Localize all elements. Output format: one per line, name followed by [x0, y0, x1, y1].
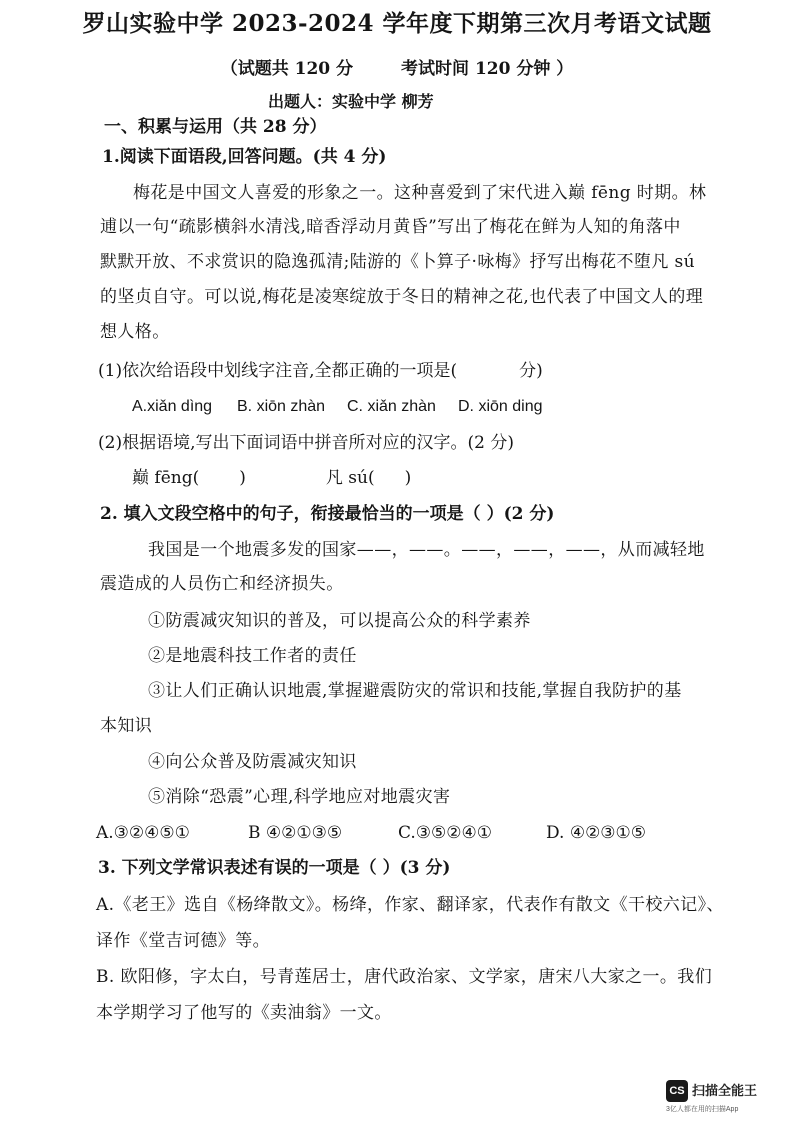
q1-para-line: 想人格。: [100, 322, 170, 342]
q2-heading: 2. 填入文段空格中的句子，衔接最恰当的一项是（ ）(2 分): [100, 504, 555, 524]
q3-option-a: A.《老王》选自《杨绛散文》。杨绛，作家、翻译家，代表作有散文《干校六记》、: [96, 895, 724, 915]
q2-item-cont: 本知识: [100, 716, 153, 736]
blank1-label: 巅 fēng(: [132, 468, 200, 488]
q1-para-line: 逋以一句“疏影横斜水清浅,暗香浮动月黄昏”写出了梅花在鲜为人知的角落中: [100, 217, 681, 237]
q2-item: ④向公众普及防震减灾知识: [148, 752, 357, 772]
score-info: （试题共 120 分: [220, 59, 354, 79]
q3-heading: 3. 下列文学常识表述有误的一项是（ ）(3 分): [98, 858, 451, 878]
exam-info: [0, 58, 794, 80]
q1-heading: 1.阅读下面语段,回答问题。(共 4 分): [102, 147, 387, 167]
q1-sub1: [98, 360, 543, 382]
q2-item: ①防震减灾知识的普及，可以提高公众的科学素养: [148, 611, 531, 631]
watermark-name: 扫描全能王: [692, 1083, 758, 1098]
q1-sub1-options: [132, 396, 543, 418]
option-c: C.③⑤②④①: [398, 823, 493, 843]
q3-option-b-cont: 本学期学习了他写的《卖油翁》一文。: [96, 1003, 392, 1023]
q2-item: ②是地震科技工作者的责任: [148, 646, 357, 666]
blank2-close: ): [404, 468, 412, 488]
blank2-label: 凡 sú(: [325, 468, 375, 488]
q1-para-line: 梅花是中国文人喜爱的形象之一。这种喜爱到了宋代进入巅 fēng 时期。林: [133, 183, 707, 203]
q1-sub1-text: (1)依次给语段中划线字注音,全都正确的一项是(: [98, 361, 458, 381]
time-info: 考试时间 120 分钟 ）: [401, 59, 574, 79]
q2-para-line: 震造成的人员伤亡和经济损失。: [100, 574, 344, 594]
q1-para-line: 的坚贞自守。可以说,梅花是凌寒绽放于冬日的精神之花,也代表了中国文人的理: [100, 287, 704, 307]
option-a: A.xiǎn dìng: [132, 398, 213, 415]
option-b: B. xiōn zhàn: [237, 398, 326, 415]
q1-sub1-tail: 分): [519, 361, 543, 381]
q1-sub2: (2)根据语境,写出下面词语中拼音所对应的汉字。(2 分): [98, 433, 514, 453]
option-d: D. ④②③①⑤: [546, 823, 647, 843]
q2-para-line: 我国是一个地震多发的国家——，——。——，——，——，从而减轻地: [148, 540, 705, 560]
q2-item: ③让人们正确认识地震,掌握避震防灾的常识和技能,掌握自我防护的基: [148, 681, 682, 701]
option-d: D. xiōn ding: [458, 398, 543, 415]
q3-option-a-cont: 译作《堂吉诃德》等。: [96, 931, 270, 951]
q2-item: ⑤消除“恐震”心理,科学地应对地震灾害: [148, 787, 451, 807]
q1-sub2-items: [132, 467, 411, 489]
scanner-watermark: [666, 1078, 776, 1113]
camscanner-icon: CS: [666, 1080, 688, 1102]
blank1-close: ): [239, 468, 246, 488]
q3-option-b: B. 欧阳修，字太白，号青莲居士，唐代政治家、文学家，唐宋八大家之一。我们: [96, 967, 713, 987]
q2-options: [96, 822, 646, 844]
option-a: A.③②④⑤①: [96, 823, 190, 843]
exam-author: 出题人：实验中学 柳芳: [268, 92, 434, 111]
exam-title: 罗山实验中学 2023-2024 学年度下期第三次月考语文试题: [82, 10, 712, 37]
option-c: C. xiǎn zhàn: [347, 398, 436, 415]
option-b: B ④②①③⑤: [248, 823, 343, 843]
section-heading: 一、积累与运用（共 28 分）: [104, 117, 327, 137]
watermark-tagline: 3亿人都在用的扫描App: [666, 1106, 739, 1113]
q1-para-line: 默默开放、不求赏识的隐逸孤清;陆游的《卜算子·咏梅》抒写出梅花不堕凡 sú: [100, 252, 696, 272]
